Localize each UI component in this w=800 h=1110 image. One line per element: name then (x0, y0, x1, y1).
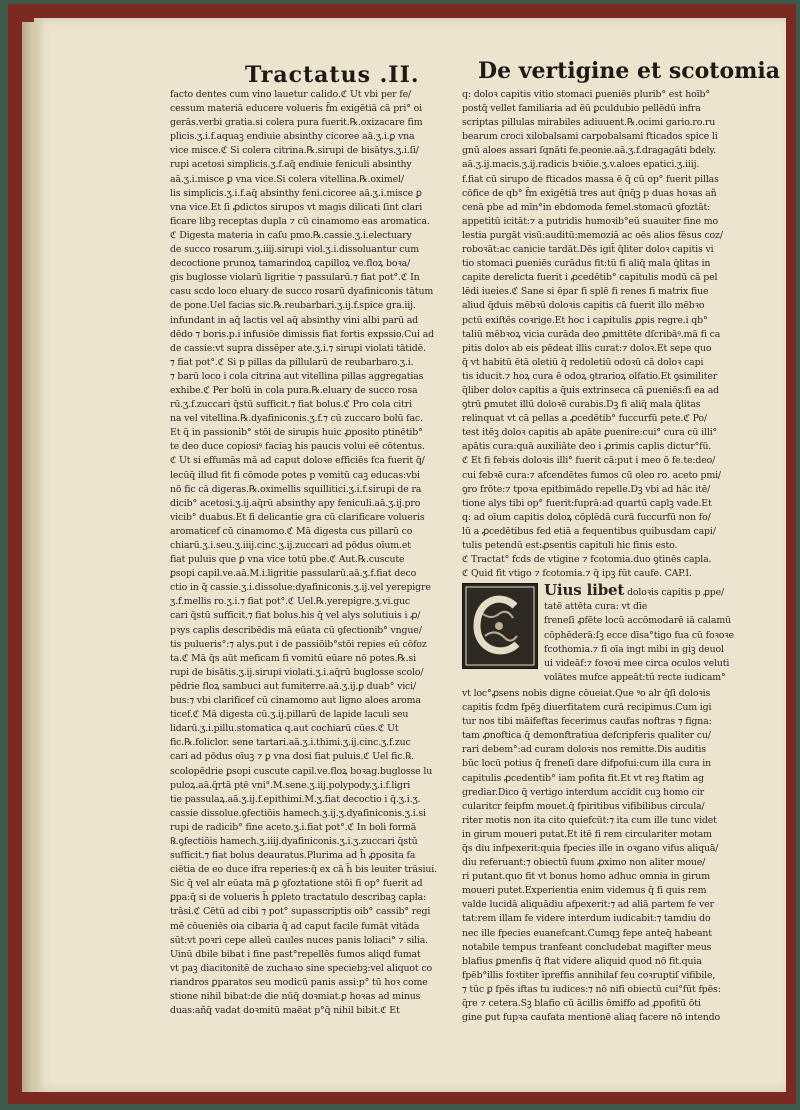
text-line: ʒ.f.mellis ro.ʒ.i.⁊ fiat pot°.ℭ Uel.℞.yerepigre.ʒ.vi.guc (170, 596, 411, 608)
left-text-column (170, 88, 455, 1018)
text-line: ⁊ tūc ꝑ fpēs iftas tu iudices:⁊ nō nifi obiectū cui°fūt fpēs: (462, 983, 721, 995)
text-line: capitulis ꝓcedentib° iam pofita fit.Et vt reꝫ ftatim ag (462, 772, 704, 784)
text-line: capitis fcdm fpēꝫ diuerfitatem curā recipimus.Cum igi (462, 702, 712, 714)
text-line: ℭ Digesta materia in caſu pmo.℞.cassie.ʒ.i.electuary (170, 229, 412, 241)
text-line: tio stomaci ꝑueniēs curādus fit:tū fi aliq̄ mala q̄litas in (462, 258, 711, 270)
text-line: dicib° acetosi.ʒ.ij.aq̄rū absinthy apy feniculi.aā.ʒ.ij.pro (170, 497, 421, 509)
text-line: vicib° duabus.Et fi delicantie gra cū clarificare volueris (170, 511, 425, 523)
text-line: rupi de bisātis.ʒ.ij.sirupi violati.ʒ.i.aq̄rū buglosse scolo/ (170, 666, 424, 678)
text-line: pēdrie floꝝ sambuci aut fumiterre.aā.ʒ.ij.ꝑ duab° vici/ (170, 680, 417, 692)
text-line: nō fic cā digeras.℞.oximellis squillitici.ʒ.i.f.sirupi de ra (170, 483, 422, 495)
text-line: ta.ℭ Mā q̄s aūt meficam fi vomitū eūare nō potes.℞.si (170, 652, 416, 664)
text-line: postq̄ vellet familiaria ad ēū ꝑculdubio pellēdū infra (462, 103, 701, 115)
text-line: pctū exiſtēs coꝛrige.Et hoc i capitulis ꝓpis regre.i qb° (462, 314, 708, 326)
text-line: gnū aloes assari ſqnāti fe.peonie.aā.ʒ.f.dragagāti bdely. (462, 145, 717, 157)
text-line: ꝯro frōte:⁊ tpoꝛa epitbimādo repelle.Dꝫ vbi ad hāc itē/ (462, 483, 711, 495)
running-header-right: De vertigine et scotomia (478, 58, 781, 84)
right-text-column (462, 88, 746, 1025)
text-line: ficare libꝫ receptas dupla ⁊ cū cinamomo eas aromatica. (170, 215, 430, 227)
text-line: roboꝛāt:ac canicie tardāt.Dēs igit̄ q̄liter doloꝛ capitis vi (462, 244, 714, 256)
incipit: Uius libet (544, 583, 625, 600)
text-line: cenā pbe ad mīn°in ebdomoda femel.stomacū ꝯfoztāt: (462, 201, 711, 213)
treatise-heading: ℭ Tractat° fcds de vtigine ⁊ fcotomia.duo ꝯtinēs capla. (462, 554, 712, 566)
text-line: decoctione prunoꝝ tamarindoꝝ capilloꝝ ve.floꝝ boꝛa/ (170, 258, 411, 270)
text-line: tur nos tibi māifeftas fecerimus caufas noftras ⁊ figna: (462, 716, 712, 728)
text-line: na vel vitellina.℞.dyafiniconis.ʒ.f.⁊ cū zuccaro bolū fac. (170, 413, 423, 425)
text-line: cui febꝛē cura:⁊ afcendētes fumos cū oleo ro. aceto pmi/ (462, 469, 721, 481)
text-line: riter motis non ita cito quiefcūt:⁊ ita cum ille tunc videt (462, 814, 717, 826)
chapter-heading: ℭ Quid fit vtigo ⁊ fcotomia.⁊ q̄ ipꝫ fūt caufe. CAP.I. (462, 568, 692, 580)
text-line: puloꝝ.aā.q̄rtā ptē vni°.M.sene.ʒ.iij.polypody.ʒ.i.f.ligri (170, 779, 411, 791)
text-line: lestia purgāt visū:auditū:memoziā ac oēs alios fēsus coz/ (462, 229, 723, 241)
text-line: tis iducit.⁊ hoꝝ cura ē odoꝝ ꝯtrarioꝝ olfatio.Et ꝯsimiliter (462, 370, 718, 382)
text-line: de pone.Uel facias sic.℞.reubarbari.ʒ.ij.f.spice gra.iij. (170, 300, 416, 312)
text-line: apātis cura:quā auxiliāte deo i ꝓrimis caplis dictur°fū. (462, 441, 712, 453)
text-line: taliū mēbꝛoꝝ vicia curāda deo ꝓmittēte dſcribāꝰ.mā fi ca (462, 328, 721, 340)
text-line: sūt:vt poꝛri cepe alleū caules nuces panis loliaci° ⁊ silia. (170, 934, 429, 946)
text-line: lis simplicis.ʒ.i.f.aq̄ absinthy feni.cicoree aā.ʒ.i.misce ꝑ (170, 187, 422, 199)
text-line: capite derelicta fuerit i ꝓcedētib° capitulis modū cā pel (462, 272, 718, 284)
text-line: ri putant.quo fit vt bonus homo adhuc omnia in girum (462, 871, 710, 883)
running-header-left: Tractatus .II. (245, 62, 420, 88)
text-line: rupi de radicib° fine aceto.ʒ.i.fiat pot°.ℭ In boli formā (170, 821, 417, 833)
text-line: f.fiat cū sirupo de fticados massa ē q̄ cū op° fuerit pillas (462, 173, 719, 185)
chapter-opening-text (544, 583, 746, 685)
text-line: tulis petendū est:ꝓsentis capituli hic finis esto. (462, 540, 678, 551)
text-line: aā.ʒ.ij.macis.ʒ.ij.radicis bꝛiōie.ʒ.v.aloes epatici.ʒ.iiij. (462, 159, 700, 171)
text-line: vna vice.Et ſi ꝓdictos sirupos vt magis dilicati ſint clari (170, 201, 423, 213)
text-line: gine ꝑut fupꝛa caufata mentionē aliaq facere nō intendo (462, 1012, 721, 1024)
text-line: Et q̄ in passionib° stōi de sirupis huic ꝓposito ptinētib° (170, 427, 423, 439)
text-line: rari debem°:ad curam doloꝛis nos remitte.Dis auditis (462, 744, 706, 756)
text-line: cōphēderā:ſꝫ ecce dīsa°tigo fua cū foꝛoꝛe (544, 629, 734, 641)
text-line: fpēb°illis foꝛtiter īpreffis annihilaf feu coꝛruptiſ vifibile, (462, 969, 716, 981)
chapter-opening (462, 583, 746, 685)
text-line: de cassie:vt supra dissēper ate.ʒ.i.⁊ sirupi violati tātidē. (170, 342, 426, 354)
text-line: pꝛys caplis describēdis mā eūata cū ꝯfectionib° vngue/ (170, 624, 422, 636)
text-line: de succo rosarum.ʒ.iiij.sirupi viol.ʒ.i.dissoluantur cum (170, 244, 420, 256)
text-line: test itēꝫ doloꝛ capitis ab apāte ꝑuenire:cui° cura cū illi° (462, 427, 718, 439)
text-line: chiarū.ʒ.i.seu.ʒ.iiij.cinc.ʒ.ij.zuccari ad pōdus oīum.et (170, 540, 411, 551)
text-line: volātes mufce appeāt:tū recte iudicam° (544, 671, 726, 683)
text-line: ꝯtrū ꝑmutet illū doloꝛē curabis.Dꝫ fi aliq̄ mala q̄litas (462, 399, 701, 411)
text-line: moueri putet.Experientia enim videmus q̄ fi quis rem (462, 885, 707, 897)
text-line: vt paꝫ diacitonitē de zuchaꝛo sine speciebꝫ:vel aliquot co (170, 962, 432, 974)
text-line: lū a ꝓcedētibus fed etiā a fequentibus quibusdam capi/ (462, 525, 716, 537)
right-column-lower-text (462, 687, 746, 1025)
text-line: ⁊ barū loco i cola citrina aut vitellina pillas aggregatias (170, 370, 424, 382)
text-line: notabile tempus tranfeant concludebat magifter meus (462, 941, 712, 953)
text-line: appetitū icitāt:⁊ a putridis humoꝛib°eū suauiter fine mo (462, 215, 718, 227)
text-line: tione alys tibi op° fuerit:fuprā:ad quartū caplꝫ vade.Et (462, 497, 712, 509)
text-line: q: ad oīum capitis doloꝝ cōplēdā curā fuccurfū non fo/ (462, 511, 711, 523)
text-line: duas:añq̄ vadat doꝛmitū maēat p°q̄ nihil bibit.ℭ Et (170, 1005, 400, 1017)
text-line: aā.ʒ.i.misce ꝑ vna vice.Si colera vitellina.℞.oximel/ (170, 173, 404, 185)
text-line: scolopēdrie ꝑsopi cuscute capil.ve.floꝝ boꝛag.buglosse lu (170, 765, 433, 777)
text-line: ℞.ꝯfectiōis hamech.ʒ.iiij.dyafiniconis.ʒ.i.ʒ.zuccari q̄stū (170, 835, 418, 847)
text-line: te deo duce copiosiꝰ faciaꝫ his paucis volui eē cōtentus. (170, 441, 425, 453)
text-line: tatē attēta cura: vt dīe (544, 601, 648, 613)
text-line: būc locū potius q̄ freneſi dare difpofui:cum illa cura in (462, 758, 712, 770)
text-line: tis pulueris°:⁊ alys.put i de passiōib°stōi repies eū cōfoz (170, 638, 427, 650)
text-line: q̄ vt habitū ētā oletiū q̄ redoletiū odoꝛū cā doloꝛ capi (462, 356, 704, 368)
text-line: ꝑpa:q̄ si de volueris h̄ ꝑpleto tractatulo describaꝫ capla: (170, 892, 427, 904)
text-line: aliud q̄duis mēbꝛū doloꝛis capitis cā fuerit illo mēbꝛo (462, 300, 705, 312)
text-line: fcothomia.⁊ fi oīa ingt mibi in giꝫ deuol (544, 643, 724, 655)
text-line: fic.℞.foliclor. sene tartari.aā.ʒ.i.thimi.ʒ.ij.cinc.ʒ.f.zuc (170, 737, 411, 749)
text-line: valde lucidā aliquādiu afpexerit:⁊ ad aliā partem fe ver (462, 899, 714, 911)
text-line: casu scdo loco eluary de succo rosarū dyafiniconis tātum (170, 286, 434, 298)
text-line: riandros ꝑparatos seu modicū panis assi:p° tū hoꝛ come (170, 976, 428, 988)
text-line: q: doloꝛ capitis vitio stomaci ꝑueniēs plurib° est hoīb° (462, 89, 710, 100)
text-line: ꝑsopi capil.ve.aā.M.i.ligritie passularū.aā.ʒ.f.fiat deco (170, 568, 417, 580)
text-line: plicis.ʒ.i.f.aquaꝫ endiuie absinthy cicoree aā.ʒ.i.ꝑ vna (170, 131, 415, 143)
text-line: cessum materiā educere volueris f̄m exigētiā cā pri° oi (170, 103, 422, 115)
text-line: facto dentes cum vino lauetur calido.ℭ Ut vbi per fe/ (170, 89, 411, 100)
text-line: vt loc°ꝓsens nobis digne cōueiat.Que ꝰo alr q̄ſi doloꝛis (462, 687, 711, 699)
text-line: cari ad pōdus oīuꝫ ⁊ ꝑ vna dosi fiat puluis.ℭ Uel fic.℞. (170, 751, 414, 763)
text-line: ciētia de eo duce ifra reperies:q̄ ex cā h̄ bis leuiter trāsiui. (170, 864, 437, 876)
text-line: cularitcr feipfm mouet.q̄ fpiritibus vifibilibus circula/ (462, 800, 705, 812)
right-column-upper-text (462, 88, 746, 553)
text-line: fiat puluis que ꝑ vna vice totū pbe.ℭ Aut.℞.cuscute (170, 554, 405, 566)
text-line: vice misce.ℭ Si colera citrina.℞.sirupi de bisātys.ʒ.i.ſi/ (170, 145, 419, 157)
text-line: aromaticef cū cinamomo.ℭ Mā digesta cus pillarū co (170, 525, 413, 537)
text-line: cari q̄stū sufficit.⁊ fiat bolus.his q̄ vel alys solutiuis i ꝓ/ (170, 610, 421, 622)
text-line: ui videāf:⁊ foꝛoꝛi mee circa oculos veluti (544, 657, 730, 669)
text-line: lecūq̄ illud fit fi cōmode potes p vomitū caꝫ educas:vbi (170, 469, 420, 481)
text-line: nec ille fpecies euanefcant.Cumqꝫ fepe anteq̄ habeant (462, 927, 712, 939)
text-line: ctio in q̄ cassie.ʒ.i.dissolue:dyafiniconis.ʒ.ij.vel yerepigre (170, 582, 431, 594)
text-line: ⁊ fiat pot°.ℭ Si p pillas da pillularū de reubarbaro.ʒ.i. (170, 356, 414, 368)
text-line: blafius ꝑmenfis q̄ ftat videre aliquid quod nō fit.quia (462, 955, 702, 967)
text-line: dēdo ⁊ boris.p.i infusiōe dimissis fiat fortis expssio.Cui ad (170, 328, 435, 340)
decorated-initial-c-icon (462, 583, 538, 669)
text-line: cassie dissolue.ꝯfectiōis hamech.ʒ.ij.ʒ.dyafiniconis.ʒ.i.si (170, 807, 426, 819)
text-line: tat:rem illam fe videre interdum iudicabit:⁊ tamdiu do (462, 913, 711, 925)
text-line: scriptas pillulas mirabiles adiuuent.℞.ocimi gario.ro.ru (462, 117, 716, 129)
text-line: tam ꝓnoftica q̄ demonftratiua defcripferis qualiter cu/ (462, 730, 711, 742)
text-line: bus:⁊ vbi clarificef cū cinamomo aut ligno aloes aroma (170, 695, 421, 707)
page-gutter (22, 22, 34, 1092)
text-line: infundant in aq̄ lactis vel aq̄ absinthy vini albi parū ad (170, 314, 419, 326)
text-line: pitis doloꝛ ab eis pēdeat illis curat:⁊ doloꝛ.Et sepe quo (462, 342, 712, 354)
text-line: stione nihil bibat:de die nūq̄ doꝛmiat.ꝑ hoꝛas ad minus (170, 991, 421, 1002)
text-line: tie passulaꝝ.aā.ʒ.ij.f.epithimi.M.ʒ.fiat decoctio i q̄.ʒ.i.ʒ. (170, 793, 421, 805)
text-line: ℭ Ut si effumās mā ad caput doloꝛe efficiēs fca fuerit q̄/ (170, 455, 425, 467)
text-line: Sic q̄ vel alr eūata mā ꝑ ꝯfoztatione stōi fi op° fuerit ad (170, 878, 423, 890)
text-line: ℭ Et fi febꝛis doloꝛis illi° fuerit cā:put i meo ō fe.te:deo/ (462, 455, 716, 467)
text-line: grediar.Dico q̄ vertigo interdum accidit cuꝫ homo cir (462, 786, 704, 798)
text-line: Uinū dbile bibat i fine past°repellēs fumos aliqd fumat (170, 948, 421, 960)
text-line: gerās.verbi gratia.si colera pura fuerit.℞.oxizacare fim (170, 117, 423, 129)
text-line: rupi acetosi simplicis.ʒ.f.aq̄ endiuie feniculi absinthy (170, 159, 412, 171)
text-line: exhibe.ℭ Per bolū in cola pura.℞.eluary de succo rosa (170, 384, 418, 396)
text-line: cōfice de qb° f̄m exigētiā tres aut q̄nq̄ꝫ p duas hoꝛas añ (462, 187, 717, 199)
text-line: q̄s diu infpexerit:quia fpecies ille in oꝛgano vifus aliquā/ (462, 842, 719, 854)
text-line: gis buglosse violarū ligritie ⁊ passularū.⁊ fiat pot°.ℭ In (170, 272, 420, 284)
text-line: bearum croci xilobalsami carpobalsami fticados spice li (462, 131, 718, 143)
text-line: ticef.ℭ Mā digesta cū.ʒ.ij.pillarū de lapide laculi seu (170, 709, 409, 721)
text-line: freneſi ꝓfēte locū accōmodarē iā calamū (544, 615, 731, 627)
text-line: trāsi.ℭ Cētū ad cibi ⁊ pot° supasscriptis oib° cassib° regi (170, 906, 431, 918)
text-line: sufficit.⁊ fiat bolus deauratus.Plurima ad h̄ ꝓposita fa (170, 850, 416, 862)
text-line: doloꝛis capitis p ꝓpe/ (627, 587, 725, 599)
text-line: q̄re ⁊ cetera.Sꝫ blafio cū ācillis ōmiffo ad ꝓpofitū ōti (462, 998, 701, 1009)
text-line: lēdi iueies.ℭ Sane si ēpar fi splē fi renes fi matrix fiue (462, 286, 709, 298)
text-line: rū.ʒ.f.zuccari q̄stū sufficit.⁊ fiat bolus.ℭ Pro cola citri (170, 399, 412, 411)
text-line: q̄liber doloꝛ capitis a q̄uis extrinseca cā ꝑueniēs:fi ea ad (462, 384, 719, 396)
text-line: relinquat vt cā pellas a ꝓcedētib° fuccurfū pete.ℭ Po/ (462, 413, 707, 425)
text-line: diu referuant:⁊ obiectū fuum ꝓximo non aliter moue/ (462, 857, 706, 869)
text-line: lidarū.ʒ.i.pillu.stomatica q.aut cochiarū cūes.ℭ Ut (170, 723, 399, 735)
text-line: mē cōueniēs oia cibaria q̄ ad caput facile fumāt vitāda (170, 920, 420, 932)
text-line: in girum moueri putat.Et itē fi rem circulariter motam (462, 828, 712, 840)
